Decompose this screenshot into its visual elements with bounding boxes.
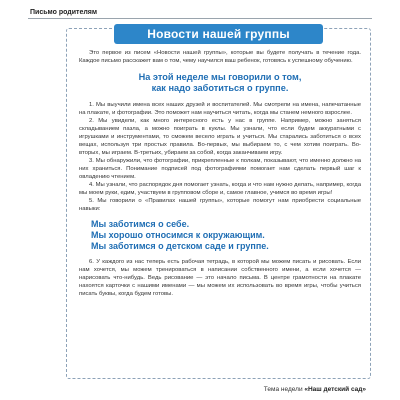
list-item-4: 4. Мы узнали, что распорядок дня помогает узнать, когда и что нам нужно делать, например, когда мы моем руки, едим, участвуем в групповом сборе и, самое главное, учимся во время игры!	[79, 182, 361, 196]
rule-3: Мы заботимся о детском саде и группе.	[91, 241, 269, 251]
top-divider	[28, 18, 372, 19]
header-bar	[114, 24, 323, 44]
corner-label: Письмо родителям	[30, 9, 98, 16]
header-title: Новости нашей группы	[147, 27, 290, 41]
week-heading	[79, 72, 361, 94]
list-item-2: 2. Мы увидели, как много интересного есть у нас в группе. Например, можно заняться складыванием пазла, а можно поиграть в куклы. Мы узнали, что если будем аккуратными с игрушками и инструментами, то сможем весело играть и учиться. Мы старались заботиться о всех вещах, используя три простых правила. Во-первых, мы выбираем то, с чем хотим поиграть. Во-вторых, мы играем. В-третьих, убираем за собой, когда заканчиваем игру.	[79, 118, 361, 156]
group-rules	[91, 219, 361, 252]
intro-paragraph: Это первое из писем «Новости нашей группы», которые вы будете получать в течение года. Каждое письмо расскажет вам о том, чему научился ваш ребенок, готовясь к успешному обучению.	[79, 50, 361, 64]
list-item-3: 3. Мы обнаружили, что фотографии, прикрепленные к полкам, показывают, что именно должно на них храниться. Понимание подписей под фотографиями помогает нам сделать первый шаг к овладению чтением.	[79, 158, 361, 180]
list-item-1: 1. Мы выучили имена всех наших друзей и воспитателей. Мы смотрели на имена, напечатанные на плакате, и фотографии. Это поможет нам научиться читать, когда мы станем немного взрослее.	[79, 102, 361, 116]
footer-theme-name: «Наш детский сад»	[304, 386, 366, 393]
rule-1: Мы заботимся о себе.	[91, 219, 190, 229]
letter-content	[79, 49, 361, 298]
list-item-5: 5. Мы говорили о «Правилах нашей группы», которые помогут нам приобрести социальные навыки:	[79, 198, 361, 212]
week-heading-line-1: На этой неделе мы говорили о том,	[138, 72, 302, 82]
rule-2: Мы хорошо относимся к окружающим.	[91, 230, 265, 240]
footer-theme	[264, 386, 366, 393]
footer-prefix: Тема недели	[263, 386, 305, 393]
week-heading-line-2: как надо заботиться о группе.	[151, 83, 289, 93]
list-item-6: 6. У каждого из нас теперь есть рабочая тетрадь, в которой мы можем писать и рисовать. Если нам хочется, мы можем тренироваться в написании собственного имени, а если хочется — нарисовать что-нибудь. Ведь рисование — это начало письма. В центре грамотности на плакате нахоятся карточки с нашими именами — мы можем их использовать во время игры, чтобы учиться писать буквы, когда будем готовы.	[79, 259, 361, 297]
